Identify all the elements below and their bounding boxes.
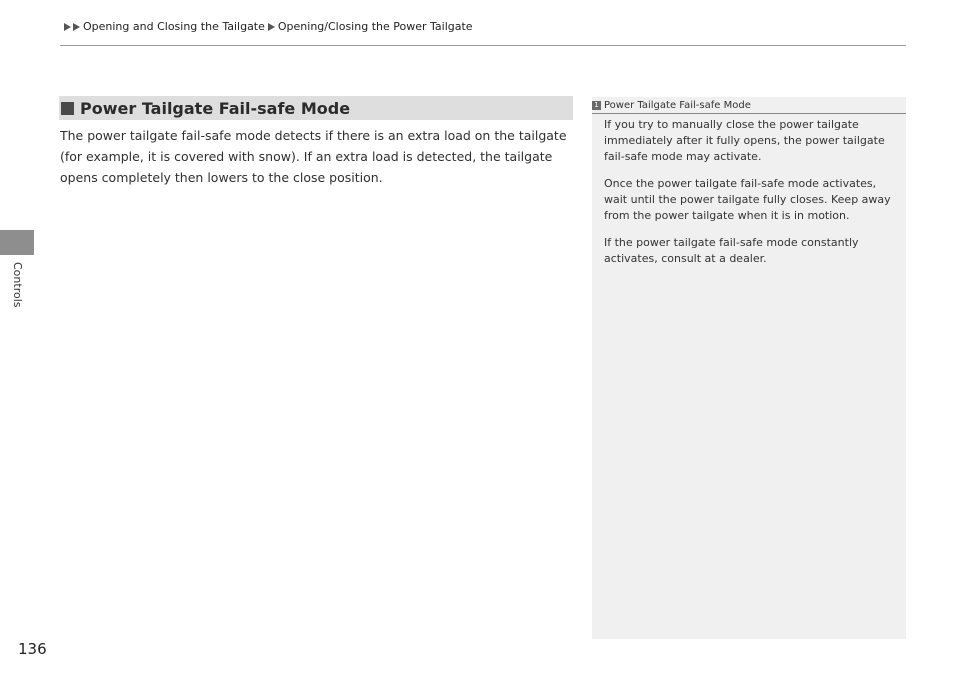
breadcrumb-arrow-icon (64, 23, 71, 31)
breadcrumb-item-opening-closing-tailgate[interactable]: Opening and Closing the Tailgate (83, 20, 265, 33)
section-heading (59, 96, 573, 120)
header-divider (60, 45, 906, 46)
heading-square-icon (61, 102, 74, 115)
note-paragraph: If you try to manually close the power tailgate immediately after it fully opens, the power tailgate fail-safe mode may activate. (604, 118, 885, 163)
breadcrumb (64, 20, 476, 33)
note-panel-title-text: Power Tailgate Fail-safe Mode (604, 99, 751, 111)
section-body-text: The power tailgate fail-safe mode detects if there is an extra load on the tailgate (for example, it is covered with snow). If an extra load is detected, the tailgate opens completely then lowers to the close position. (60, 128, 567, 185)
note-panel-title (592, 97, 906, 114)
note-paragraph: If the power tailgate fail-safe mode constantly activates, consult at a dealer. (604, 236, 859, 265)
note-panel (592, 97, 906, 639)
breadcrumb-arrow-icon (73, 23, 80, 31)
section-heading-text: Power Tailgate Fail-safe Mode (80, 98, 351, 118)
page-number: 136 (18, 640, 47, 658)
breadcrumb-arrow-icon (268, 23, 275, 31)
note-panel-body (592, 114, 906, 267)
chapter-tab (0, 230, 34, 255)
chapter-label: Controls (11, 262, 24, 308)
breadcrumb-item-power-tailgate[interactable]: Opening/Closing the Power Tailgate (277, 20, 473, 33)
note-reference-icon: 1 (592, 101, 601, 110)
note-paragraph: Once the power tailgate fail-safe mode activates, wait until the power tailgate fully closes. Keep away from the power tailgate when it is in motion. (604, 177, 891, 222)
